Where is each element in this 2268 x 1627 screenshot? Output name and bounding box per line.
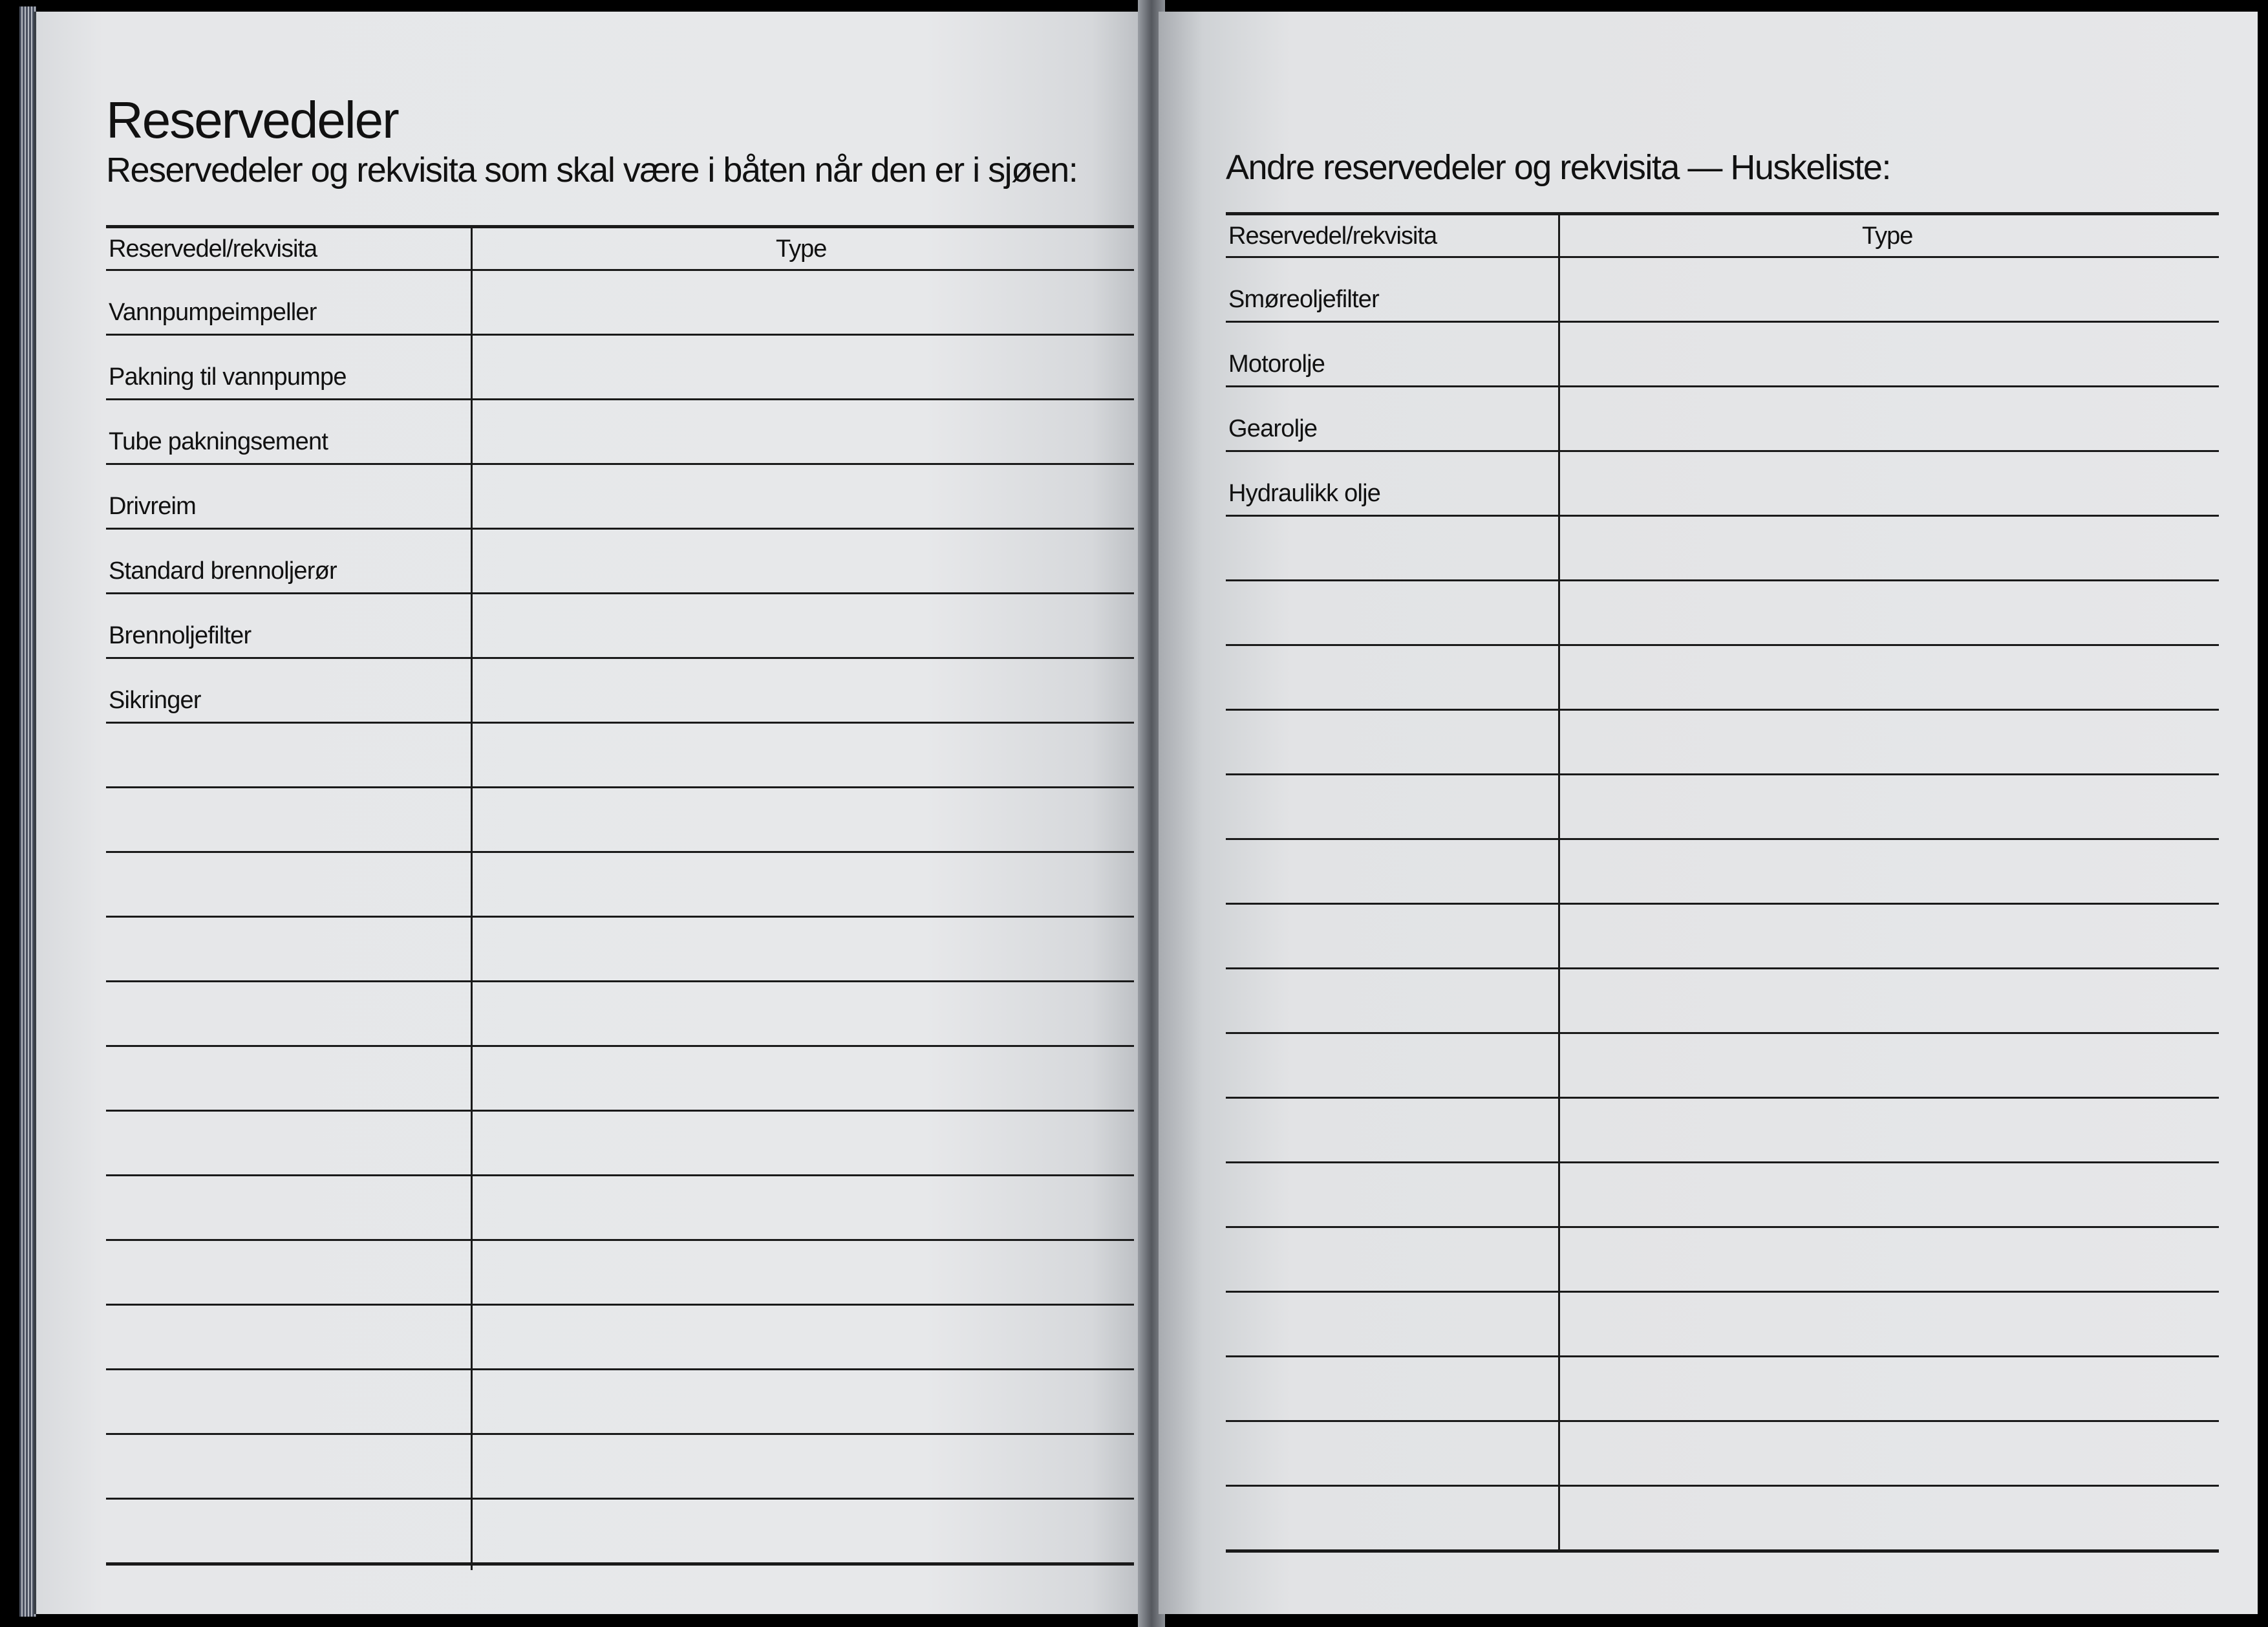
table-top-rule [106,225,1134,228]
checklist-table [1226,212,2219,1557]
table-row-rule [106,1368,1134,1370]
table-row-rule [1226,1161,2219,1163]
table-row-label: Motorolje [1228,350,1325,378]
table-row-rule [106,1433,1134,1435]
table-row-rule [106,1174,1134,1176]
col-header-type: Type [776,235,827,263]
table-row-rule [106,786,1134,788]
table-row-rule [106,1110,1134,1112]
left-page [34,12,1147,1614]
table-row-rule [1226,1549,2219,1553]
col-header-type: Type [1862,222,1913,250]
table-row-label: Vannpumpeimpeller [109,299,317,326]
table-row-rule [1226,450,2219,452]
table-row-label: Sikringer [109,687,201,714]
table-row-rule [1226,709,2219,711]
table-row-rule [106,334,1134,336]
table-row-rule [106,528,1134,530]
table-row-rule [106,1498,1134,1500]
table-row-rule [1226,1097,2219,1099]
table-row-rule [1226,967,2219,969]
table-row-rule [1226,1420,2219,1422]
table-row-rule [106,1045,1134,1047]
table-row-rule [1226,1355,2219,1357]
header-bottom-rule [1226,256,2219,258]
spare-parts-table [106,225,1134,1570]
table-row-rule [106,1304,1134,1306]
table-row-rule [1226,644,2219,646]
table-row-rule [1226,1485,2219,1487]
table-row-rule [106,980,1134,982]
table-row-rule [1226,903,2219,905]
table-row-rule [1226,385,2219,387]
table-row-rule [106,1562,1134,1566]
table-row-rule [106,722,1134,724]
header-bottom-rule [106,269,1134,271]
table-row-label: Hydraulikk olje [1228,480,1381,507]
col-header-part: Reservedel/rekvisita [1228,222,1437,250]
table-row-rule [1226,1032,2219,1034]
table-row-label: Brennoljefilter [109,622,251,649]
page-subtitle: Reservedeler og rekvisita som skal være i båten når den er i sjøen: [106,151,1078,189]
table-row-rule [1226,579,2219,581]
table-top-rule [1226,212,2219,215]
table-row-rule [106,657,1134,659]
table-row-label: Standard brennoljerør [109,557,337,585]
table-row-rule [1226,515,2219,517]
page-subtitle: Andre reservedeler og rekvisita — Huskeliste: [1226,148,1890,187]
table-row-rule [1226,1291,2219,1293]
table-row-rule [106,851,1134,853]
col-header-part: Reservedel/rekvisita [109,235,317,263]
table-row-rule [106,463,1134,465]
table-row-label: Gearolje [1228,415,1318,442]
table-row-label: Pakning til vannpumpe [109,363,347,391]
table-row-rule [1226,1226,2219,1228]
table-row-rule [1226,321,2219,323]
table-row-rule [106,1239,1134,1241]
table-row-rule [106,916,1134,918]
table-row-rule [1226,773,2219,775]
column-divider [1558,212,1560,1549]
table-row-rule [106,592,1134,594]
page-title: Reservedeler [106,91,398,149]
table-row-label: Tube pakningsement [109,428,328,455]
table-row-label: Drivreim [109,493,197,520]
table-row-rule [106,398,1134,400]
table-row-label: Smøreoljefilter [1228,286,1379,313]
right-page [1159,12,2258,1614]
table-row-rule [1226,838,2219,840]
